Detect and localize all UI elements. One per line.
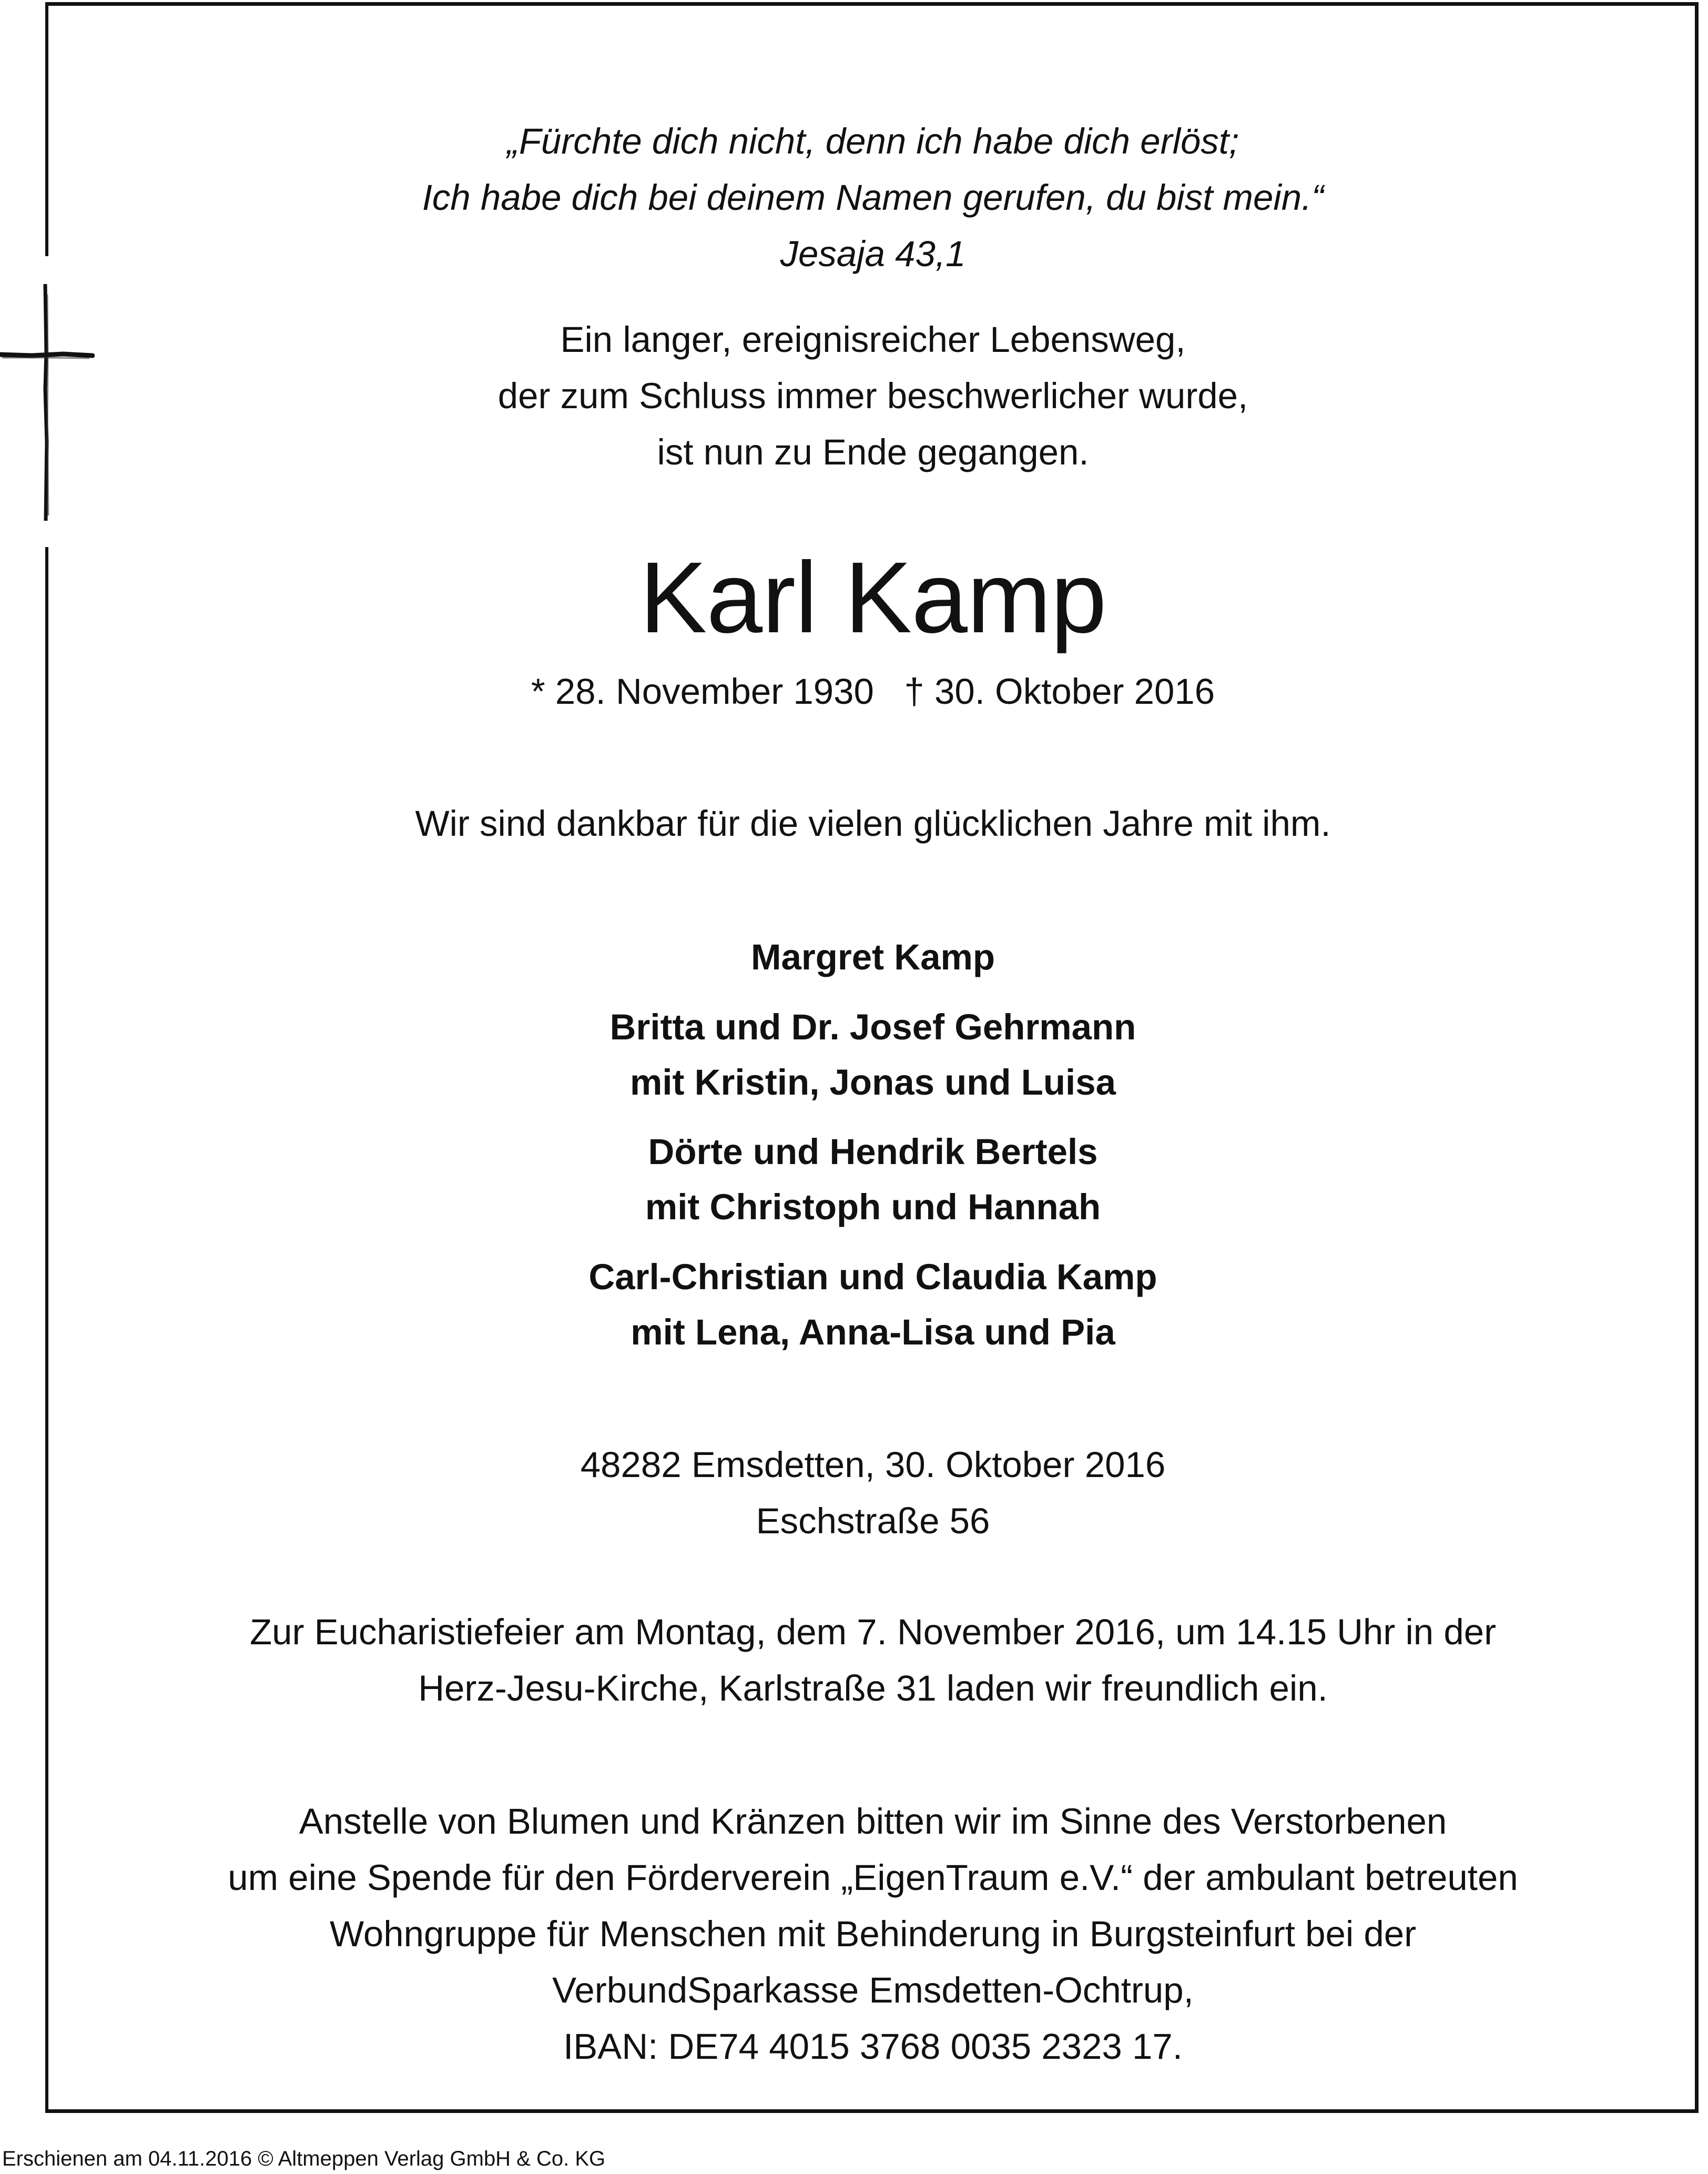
cross-icon — [0, 284, 95, 521]
frame-border-left-lower — [45, 547, 48, 2113]
donation-line-4: VerbundSparkasse Emsdetten-Ochtrup, — [552, 1970, 1194, 2010]
mourner-line: mit Lena, Anna-Lisa und Pia — [631, 1312, 1115, 1352]
mourner-line: Margret Kamp — [751, 937, 995, 977]
mourner-line: Britta und Dr. Josef Gehrmann — [609, 1007, 1136, 1047]
frame-border-right — [1695, 2, 1699, 2113]
quote-source: Jesaja 43,1 — [780, 234, 966, 274]
notice-body — [158, 0, 1588, 2104]
donation-line-1: Anstelle von Blumen und Kränzen bitten wir im Sinne des Verstorbenen — [299, 1801, 1447, 1842]
donation-line-3: Wohngruppe für Menschen mit Behinderung in Burgsteinfurt bei der — [329, 1914, 1417, 1954]
service-line-2: Herz-Jesu-Kirche, Karlstraße 31 laden wir freundlich ein. — [418, 1668, 1328, 1708]
intro-line-3: ist nun zu Ende gegangen. — [657, 432, 1089, 472]
address-line-1: 48282 Emsdetten, 30. Oktober 2016 — [580, 1444, 1166, 1485]
quote-line-2: Ich habe dich bei deinem Namen gerufen, du bist mein.“ — [422, 177, 1324, 218]
service-line-1: Zur Eucharistiefeier am Montag, dem 7. November 2016, um 14.15 Uhr in der — [249, 1612, 1497, 1652]
mourner-line: Dörte und Hendrik Bertels — [648, 1131, 1098, 1172]
mourner-line: Carl-Christian und Claudia Kamp — [588, 1257, 1157, 1297]
quote-line-1: „Fürchte dich nicht, denn ich habe dich erlöst; — [506, 121, 1239, 161]
life-dates: * 28. November 1930 † 30. Oktober 2016 — [531, 671, 1215, 712]
frame-border-left-upper — [45, 2, 48, 256]
donation-line-2: um eine Spende für den Förderverein „EigenTraum e.V.“ der ambulant betreuten — [228, 1857, 1518, 1898]
frame-border-bottom — [45, 2109, 1699, 2113]
intro-line-1: Ein langer, ereignisreicher Lebensweg, — [560, 319, 1186, 360]
address-line-2: Eschstraße 56 — [756, 1501, 990, 1541]
intro-line-2: der zum Schluss immer beschwerlicher wurde, — [497, 376, 1248, 416]
deceased-name: Karl Kamp — [639, 541, 1106, 654]
gratitude-text: Wir sind dankbar für die vielen glücklichen Jahre mit ihm. — [415, 803, 1331, 844]
mourner-line: mit Kristin, Jonas und Luisa — [630, 1062, 1116, 1103]
mourner-line: mit Christoph und Hannah — [645, 1187, 1101, 1227]
donation-line-5: IBAN: DE74 4015 3768 0035 2323 17. — [563, 2026, 1183, 2067]
publication-footer: Erschienen am 04.11.2016 © Altmeppen Verlag GmbH & Co. KG — [2, 2147, 606, 2170]
